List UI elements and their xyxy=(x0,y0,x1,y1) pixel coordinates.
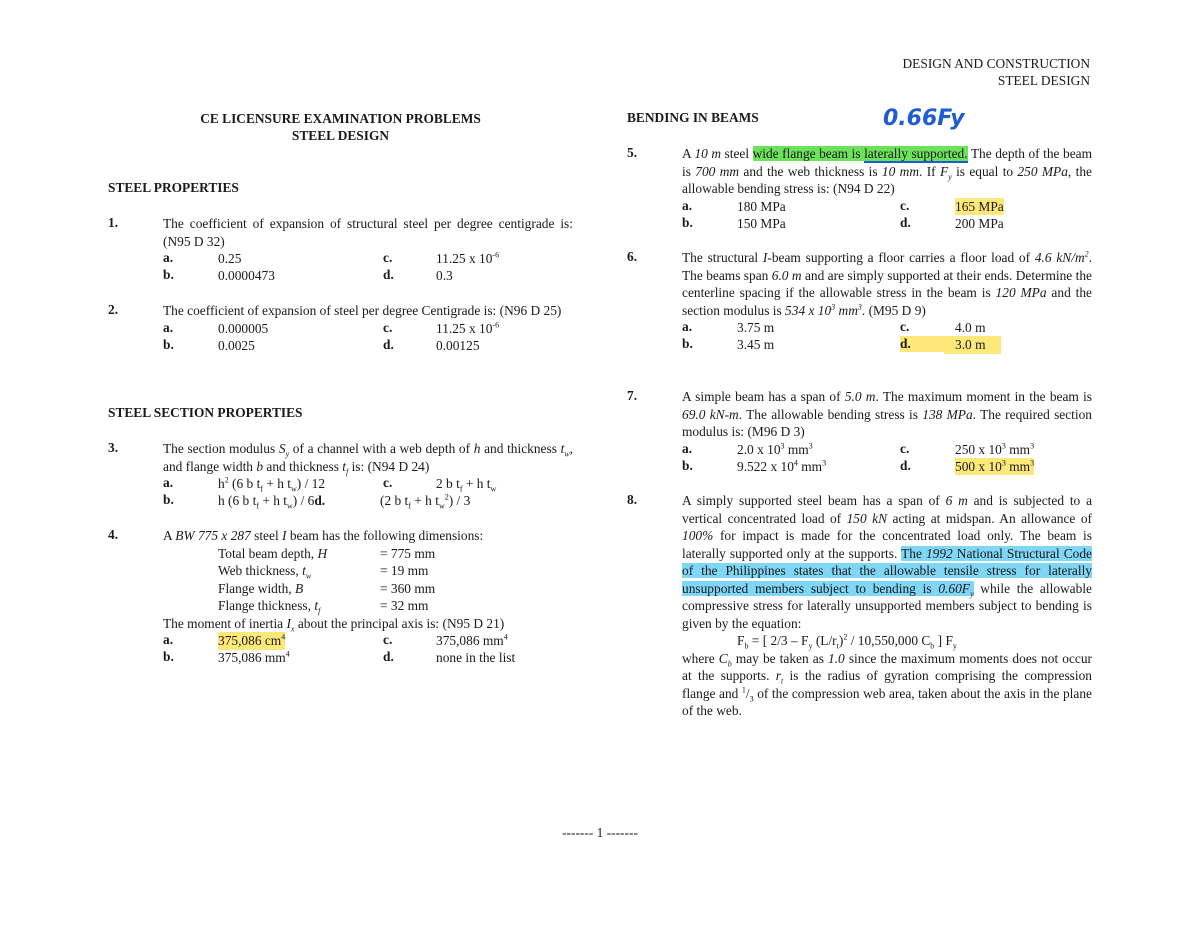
dimension-row: Flange thickness, $t_f$ xyxy=(218,598,321,616)
section-steel-properties: STEEL PROPERTIES xyxy=(108,180,239,195)
section-steel-section-properties: STEEL SECTION PROPERTIES xyxy=(108,405,303,420)
option-a: $h^2$ (6 b $t_f + h$ $t_w) / 12$ xyxy=(218,475,326,494)
option-d: none in the list xyxy=(436,650,516,665)
option-label-a: a. xyxy=(163,632,174,647)
option-d: 0.00125 xyxy=(436,337,480,353)
option-d: 500 x $10^3$ $mm^3$ xyxy=(955,458,1035,474)
document-title xyxy=(163,110,518,144)
option-label-d: d. xyxy=(900,214,911,230)
question-text: A simple beam has a span of 5.0 m. The maximum moment in the beam is 69.0 kN-m. The allowable bending stress is 138 MPa. The required section modulus is: (M96 D 3) xyxy=(682,389,1092,439)
question-number: 5. xyxy=(627,145,638,160)
dimension-value: = 775 mm xyxy=(380,545,436,561)
dimension-row: Total beam depth, H xyxy=(218,545,328,561)
question-number: 7. xyxy=(627,388,638,403)
question-text: A 10 m steel wide flange beam is laterally supported. The depth of the beam is 700 mm and the web thickness is 10 mm. If $F_y$ is equal to 250 MPa, the allowable bending stress is: (N94 D 22) xyxy=(682,146,1093,196)
option-b: 3.45 m xyxy=(737,337,775,352)
dimension-list xyxy=(108,545,573,615)
question-8 xyxy=(627,492,1092,720)
option-label-c: c. xyxy=(383,250,393,265)
dimension-value: = 19 mm xyxy=(380,563,429,578)
option-d: 0.3 xyxy=(436,268,453,283)
option-label-c: c. xyxy=(383,632,393,647)
question-text: The coefficient of expansion of steel per degree Centigrade is: (N96 D 25) xyxy=(163,303,562,318)
question-6 xyxy=(627,249,1092,355)
option-label-b: b. xyxy=(682,336,693,351)
option-label-d: d. xyxy=(900,457,911,473)
option-a: 0.000005 xyxy=(218,320,269,336)
option-c: 2 b $t_f + h$ $t_w$ xyxy=(436,476,497,494)
option-label-a: a. xyxy=(163,319,174,335)
option-c: 375,086 $mm^4$ xyxy=(436,632,508,648)
option-c: 250 x $10^3$ $mm^3$ xyxy=(955,441,1035,457)
question-text: The section modulus $S_y$ of a channel with a web depth of h and thickness $t_w$, and flange width b and thickness $t_f$ is: (N94 D 24) xyxy=(163,441,574,477)
option-b: 150 MPa xyxy=(737,215,786,231)
option-b: 375,086 $mm^4$ xyxy=(218,649,290,665)
option-label-c: c. xyxy=(383,319,393,335)
option-label-a: a. xyxy=(682,440,693,456)
option-label-c: c. xyxy=(383,475,393,490)
option-b: h (6 b $t_f + h$ $t_w) / 6d$. xyxy=(218,493,326,511)
option-b: 0.0000473 xyxy=(218,268,275,283)
section-bending-in-beams: BENDING IN BEAMS xyxy=(627,110,759,125)
question-number: 4. xyxy=(108,527,119,542)
option-label-a: a. xyxy=(682,197,693,213)
question-text: A simply supported steel beam has a span of 6 m and is subjected to a vertical concentrated load of 150 kN acting at midspan. An allowance of 100% for impact is made for the concentrated load only. The beam is laterally supported only at the supports. The 1992 National Structural Code of the Philippines states that the allowable tensile stress for laterally unsupported members subject to bending is $0.60F_y$ while the allowable compressive stress for laterally unsupported members subject to bending is given by the equation: xyxy=(682,493,1093,631)
question-number: 8. xyxy=(627,492,638,507)
option-b: 9.522 x $10^4$ $mm^3$ xyxy=(737,458,827,474)
question-number: 3. xyxy=(108,440,119,455)
option-label-b: b. xyxy=(682,457,693,473)
option-a: 375,086 $cm^4$ xyxy=(218,632,286,648)
option-label-b: b. xyxy=(163,492,174,507)
option-label-a: a. xyxy=(163,475,174,490)
option-c: 165 MPa xyxy=(955,198,1004,214)
question-number: 1. xyxy=(108,215,119,230)
option-a: 0.25 xyxy=(218,251,242,266)
option-a: 2.0 x $10^3$ $mm^3$ xyxy=(737,441,813,457)
option-a: 3.75 m xyxy=(737,320,775,335)
handwritten-annotation: 0.66Fy xyxy=(883,106,965,131)
option-d: 3.0 m xyxy=(944,336,1001,354)
option-b: 0.0025 xyxy=(218,337,255,353)
dimension-row: Web thickness, $t_w$ xyxy=(218,563,312,581)
question-number: 6. xyxy=(627,249,638,264)
header-line-2: STEEL DESIGN xyxy=(997,73,1090,88)
question-text: The structural I-beam supporting a floor carries a floor load of 4.6 $kN/m^2$. The beams span 6.0 m and are simply supported at their ends. Determine the centerline spacing if the allowable stress in the beam is 120 MPa and the section modulus is 534 x $10^3$ $mm^3$. (M95 D 9) xyxy=(682,249,1093,318)
option-label-b: b. xyxy=(163,649,174,664)
dimension-row: Flange width, B xyxy=(218,580,304,596)
question-text: The coefficient of expansion of structural steel per degree centigrade is: (N95 D 32) xyxy=(163,216,573,249)
option-label-a: a. xyxy=(682,319,693,334)
option-c: 4.0 m xyxy=(955,320,986,335)
header-line-1: DESIGN AND CONSTRUCTION xyxy=(902,56,1090,71)
page-number-footer: ------- 1 ------- xyxy=(562,825,638,840)
option-label-a: a. xyxy=(163,250,174,265)
option-label-c: c. xyxy=(900,197,910,213)
option-label-d: d. xyxy=(383,336,394,352)
question-7 xyxy=(627,388,1092,477)
option-c: 11.25 x $10^{-6}$ xyxy=(436,250,500,266)
option-label-b: b. xyxy=(682,214,693,230)
option-c: 11.25 x $10^{-6}$ xyxy=(436,320,500,336)
option-label-d: d. xyxy=(900,336,944,352)
option-a: 180 MPa xyxy=(737,198,786,214)
question-text-continued: where $C_b$ may be taken as 1.0 since the maximum moments does not occur at the supports. $r_t$ is the radius of gyration comprising the compression flange and $^1/_3$ of the compression web area, taken about the axis in the plane of the web. xyxy=(682,650,1092,718)
question-5 xyxy=(627,145,1092,234)
dimension-value: = 32 mm xyxy=(380,598,429,613)
page-header xyxy=(903,55,1090,89)
question-2 xyxy=(108,302,573,356)
option-label-d: d. xyxy=(383,649,394,664)
dimension-value: = 360 mm xyxy=(380,580,436,596)
option-label-c: c. xyxy=(900,319,910,334)
option-label-d: d. xyxy=(383,267,394,282)
question-text-continued: The moment of inertia $I_x$ about the principal axis is: (N95 D 21) xyxy=(163,615,505,634)
option-d: (2 b $t_f + h$ $t_w^2) / 3$ xyxy=(380,492,471,511)
option-label-b: b. xyxy=(163,336,174,352)
title-line-1: CE LICENSURE EXAMINATION PROBLEMS xyxy=(200,111,481,126)
question-1 xyxy=(108,215,573,286)
question-3 xyxy=(108,440,573,511)
option-label-b: b. xyxy=(163,267,174,282)
question-text: A BW 775 x 287 steel I beam has the following dimensions: xyxy=(163,528,484,543)
option-d: 200 MPa xyxy=(955,215,1004,231)
equation: $F_b$ = [ $2/3 - F_y$ $(L/r_t)^2 / 10,550,000$ $C_b$ ] $F_y$ xyxy=(737,632,957,651)
title-line-2: STEEL DESIGN xyxy=(291,128,390,143)
question-4 xyxy=(108,527,573,668)
question-number: 2. xyxy=(108,302,119,317)
option-label-c: c. xyxy=(900,440,910,456)
